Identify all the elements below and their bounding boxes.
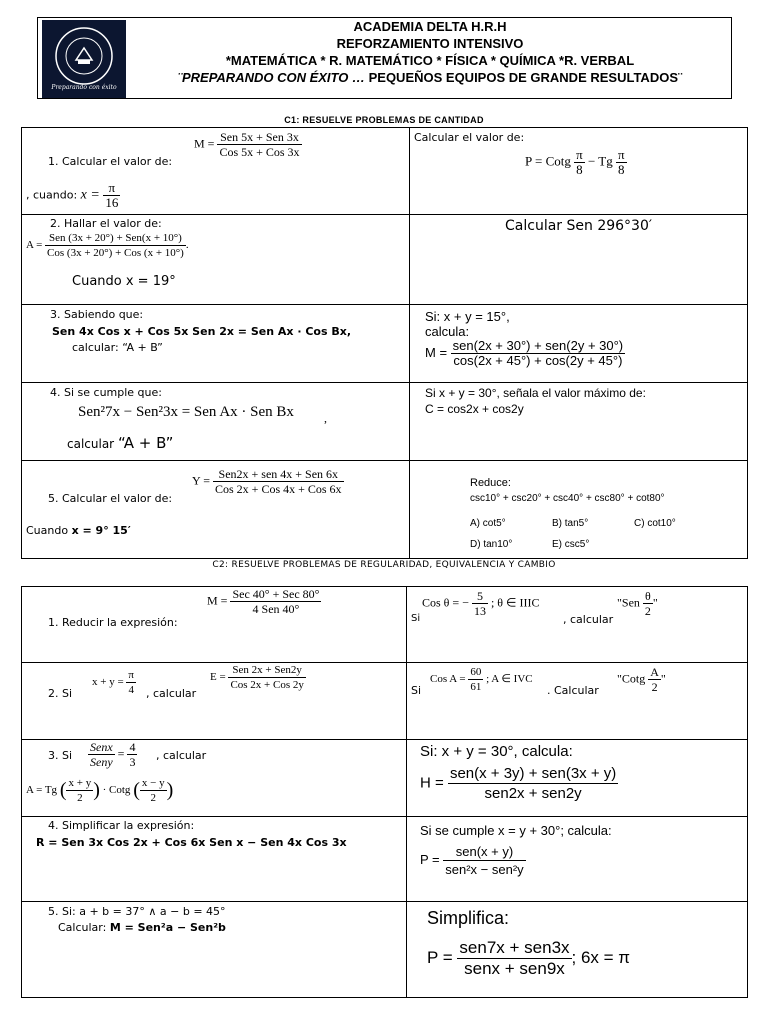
c2-p5-label: 5. Si: a + b = 37° ∧ a − b = 45° [48, 905, 226, 918]
fraction [468, 665, 483, 694]
c2-p1b-si: Si [411, 613, 421, 624]
table-row [22, 902, 748, 998]
c2-p2-label: 2. Si [48, 687, 73, 700]
formula-lhs: M = [207, 593, 228, 608]
cond-text: x + y = [92, 676, 124, 689]
c1-p4-ask [67, 434, 173, 452]
paren-right-icon: ) [166, 779, 174, 801]
table-row [22, 461, 748, 559]
c2-p5b-l1: Simplifica: [427, 908, 510, 928]
fraction-den: sen²x − sen²y [445, 862, 524, 877]
ask-eq: M = Sen²a − Sen²b [109, 921, 226, 934]
fraction-num: sen7x + sen3x [459, 938, 570, 957]
fraction-num: x − y [141, 777, 165, 789]
c1-p4-cell [22, 383, 410, 461]
formula-lhs: A = Tg [26, 784, 58, 797]
c1-p1-cell [22, 128, 410, 215]
c1-p4b-l1: Si x + y = 30°, señala el valor máximo de: [425, 386, 646, 400]
fraction-num: 4 [129, 740, 136, 754]
subjects-line: *MATEMÁTICA * R. MATEMÁTICO * FÍSICA * QUÍMICA *R. VERBAL [225, 53, 635, 68]
fraction [457, 938, 571, 979]
academy-name: ACADEMIA DELTA H.R.H [353, 19, 507, 34]
c2-p2b-si: Si [411, 684, 422, 697]
fraction [574, 148, 585, 177]
c2-p1b-ask: , calcular [563, 613, 614, 626]
c2-p2b-cell [407, 663, 748, 740]
table-row [22, 817, 748, 902]
fraction [616, 148, 627, 177]
fraction-num: π [576, 147, 583, 162]
fraction-num: Senx [90, 740, 113, 754]
fraction-den: sen2x + sen2y [484, 785, 582, 802]
formula-minus: − Tg [587, 153, 613, 169]
c1-p2b-text: Calcular Sen 296°30′ [505, 218, 653, 234]
fraction-num: A [650, 665, 659, 679]
c2-p5-ask [58, 921, 226, 934]
paren-right-icon: ) [93, 779, 100, 801]
c2-p4b-formula [420, 843, 526, 878]
c1-p5b-opt-a: A) cot5° [470, 518, 506, 529]
fraction-num: Sen 2x + Sen2y [228, 663, 305, 678]
table-row [22, 383, 748, 461]
fraction-num: Sen 5x + Sen 3x [217, 130, 301, 145]
ask-quote: “A + B” [117, 434, 174, 452]
fraction-den: Cos 2x + Cos 2y [230, 679, 304, 691]
c2-p4-label: 4. Simplificar la expresión: [48, 819, 195, 832]
table-row [22, 740, 748, 817]
c2-p4b-l1: Si se cumple x = y + 30°; calcula: [420, 823, 612, 838]
fraction-den: cos(2x + 45°) + cos(2y + 45°) [453, 353, 623, 368]
formula-lhs: P = Cotg [525, 153, 571, 169]
fraction-den: 13 [473, 604, 486, 618]
c2-p2-cond [92, 668, 136, 697]
formula-dot: . [185, 239, 189, 252]
fraction-den: 8 [618, 162, 625, 177]
slogan-line [130, 69, 730, 86]
c1-p5b-opt-e: E) csc5° [552, 539, 590, 550]
c1-p2b-cell [410, 215, 748, 305]
c2-p1b-formula [422, 589, 540, 618]
c1-p2-cell [22, 215, 410, 305]
q-text: "Sen [617, 595, 640, 610]
fraction [472, 589, 488, 618]
c2-p1-label: 1. Reducir la expresión: [48, 616, 178, 629]
c2-p2b-formula [430, 665, 533, 694]
fraction [451, 339, 625, 368]
fraction-den: 4 [128, 684, 134, 696]
c1-p1-formula [194, 130, 302, 159]
c1-p5b-opt-d: D) tan10° [470, 539, 513, 550]
fraction-den: senx + sen9x [464, 959, 565, 978]
table-row [22, 215, 748, 305]
c1-p5-formula [192, 467, 344, 496]
fraction-num: Sen2x + sen 4x + Sen 6x [213, 467, 344, 482]
fraction-den: 2 [644, 604, 651, 618]
c2-p4-eq: R = Sen 3x Cos 2x + Cos 6x Sen x − Sen 4x Cos 3x [36, 836, 347, 849]
section-c1-title: C1: RESUELVE PROBLEMAS DE CANTIDAD [284, 115, 484, 125]
c1-p1b-formula [525, 148, 627, 177]
c2-p3b-formula [420, 764, 618, 803]
formula-lhs: M = [194, 136, 215, 151]
q-text: "Cotg [617, 671, 646, 686]
fraction-den: 2 [77, 792, 83, 804]
fraction-num: 5 [472, 589, 488, 604]
c1-p3b-l2: calcula: [425, 324, 470, 339]
fraction [443, 843, 525, 878]
fraction-num: sen(2x + 30°) + sen(2y + 30°) [452, 338, 624, 353]
section-c2-title: C2: RESUELVE PROBLEMAS DE REGULARIDAD, EQUIVALENCIA Y CAMBIO [212, 560, 556, 570]
c1-p1b-cell [410, 128, 748, 215]
fraction [643, 589, 653, 618]
c2-p3-ask: , calcular [156, 749, 207, 762]
fraction-num: 60 [470, 666, 482, 678]
c1-p3-eq: Sen 4x Cos x + Cos 5x Sen 2x = Sen Ax · Cos Bx, [52, 325, 352, 338]
c2-p2-cell [22, 663, 407, 740]
c1-p5-cell [22, 461, 410, 559]
formula-lhs: Cos θ = − [422, 595, 469, 610]
fraction [127, 740, 137, 769]
c1-p3-cell [22, 305, 410, 383]
ask-text: calcular [67, 437, 118, 451]
c2-p5b-formula [427, 938, 630, 979]
c1-p5b-opt-b: B) tan5° [552, 518, 589, 529]
c2-p3-cell [22, 740, 407, 817]
x-eq: x = [80, 187, 100, 203]
c2-p4b-cell [407, 817, 748, 902]
c1-p2-label: 2. Hallar el valor de: [50, 217, 162, 230]
q-end: " [652, 595, 658, 610]
c2-p3b-cell [407, 740, 748, 817]
fraction-den: Cos 2x + Cos 4x + Cos 6x [215, 482, 342, 496]
c1-table [21, 127, 748, 559]
c2-p2-ask: , calcular [146, 687, 197, 700]
c1-p3b-l1: Si: x + y = 15°, [425, 309, 510, 324]
c2-table [21, 586, 748, 998]
formula-tail: ; 6x = π [571, 947, 631, 967]
fraction-num: θ [643, 589, 653, 604]
c1-p5b-l1: Reduce: [470, 477, 511, 489]
fraction-den: 3 [129, 755, 136, 769]
c1-p3b-formula [425, 339, 625, 368]
fraction [217, 130, 301, 159]
formula-lhs: P = [427, 947, 453, 967]
c2-p5-cell [22, 902, 407, 998]
c2-p4-cell [22, 817, 407, 902]
paren-left-icon: ( [59, 779, 67, 801]
formula-lhs: P = [420, 851, 440, 867]
fraction-den: 2 [150, 792, 156, 804]
cond-value: x = 9° 15′ [71, 524, 131, 537]
ask-text: Calcular: [58, 921, 107, 934]
table-row [22, 128, 748, 215]
fraction [126, 668, 136, 697]
c1-p5-cond [26, 524, 131, 537]
c2-p1b-cell [407, 587, 748, 663]
c1-p2-cond: Cuando x = 19° [72, 274, 176, 289]
fraction [103, 181, 120, 210]
fraction-num: Sec 40° + Sec 80° [232, 587, 320, 601]
fraction-num: π [103, 181, 120, 196]
c2-p1-formula [207, 587, 321, 616]
fraction-num: Sen (3x + 20°) + Sen(x + 10°) [45, 231, 186, 246]
c1-p2-formula [26, 231, 189, 260]
c2-p1-cell [22, 587, 407, 663]
fraction [88, 740, 115, 769]
program-name: REFORZAMIENTO INTENSIVO [336, 36, 524, 51]
academy-logo [42, 20, 126, 98]
c1-p3-label: 3. Sabiendo que: [50, 308, 144, 321]
formula-lhs: A = [26, 239, 43, 252]
cond-text: , cuando: [26, 188, 78, 202]
fraction [230, 587, 321, 616]
table-row [22, 305, 748, 383]
c1-p5b-cell [410, 461, 748, 559]
table-row [22, 663, 748, 740]
c1-p5b-l2: csc10° + csc20° + csc40° + csc80° + cot80° [470, 493, 665, 504]
q-end: " [660, 671, 666, 686]
c1-p5b-opt-c: C) cot10° [634, 518, 676, 529]
c2-p2-formula [210, 663, 306, 692]
logo-motto: Preparando con éxito [51, 84, 117, 91]
fraction-den: 16 [105, 195, 119, 210]
c1-p1-label: 1. Calcular el valor de: [48, 155, 173, 168]
c1-p3-ask: calcular: “A + B” [72, 341, 163, 354]
fraction-num: sen(x + 3y) + sen(3x + y) [449, 765, 617, 782]
formula-lhs: E = [210, 671, 226, 684]
formula-mid: · Cotg [102, 784, 131, 797]
c1-p5-label: 5. Calcular el valor de: [48, 492, 173, 505]
cond-text: Cuando [26, 524, 72, 537]
c2-p2b-q [617, 665, 666, 694]
fraction-num: sen(x + y) [443, 843, 525, 861]
c1-p4b-l2: C = cos2x + cos2y [425, 402, 524, 416]
fraction-num: π [128, 669, 134, 681]
fraction [45, 231, 186, 260]
fraction [213, 467, 344, 496]
formula-lhs: H = [420, 774, 444, 792]
slogan-rest: PEQUEÑOS EQUIPOS DE GRANDE RESULTADOS¨ [364, 70, 683, 85]
c1-p4-label: 4. Si se cumple que: [50, 386, 162, 399]
fraction-den: Cos 5x + Cos 3x [219, 145, 300, 159]
fraction-num: x + y [68, 777, 92, 789]
c2-p3-ratio [88, 740, 137, 769]
fraction-den: 4 Sen 40° [252, 602, 300, 616]
fraction-den: Seny [90, 755, 113, 769]
fraction-den: 61 [470, 681, 482, 693]
fraction [66, 776, 93, 805]
c2-p1b-q [617, 589, 658, 618]
slogan-italic: ¨PREPARANDO CON ÉXITO … [177, 70, 365, 85]
c2-p3-label: 3. Si [48, 749, 73, 762]
c2-p3-formula [26, 776, 173, 805]
fraction-den: Cos (3x + 20°) + Cos (x + 10°) [47, 247, 184, 259]
formula-lhs: Cos A = [430, 673, 466, 686]
c2-p2b-ask: . Calcular [547, 684, 599, 697]
formula-cond: ; θ ∈ IIIC [490, 595, 540, 610]
formula-lhs: M = [425, 344, 448, 360]
eq-sign: = [117, 746, 125, 761]
c1-p4b-cell [410, 383, 748, 461]
c1-p1-cond [26, 181, 120, 210]
fraction [648, 665, 661, 694]
fraction-num: π [618, 147, 625, 162]
fraction-den: 2 [651, 680, 658, 694]
fraction [140, 776, 167, 805]
formula-cond: ; A ∈ IVC [486, 673, 533, 686]
fraction [228, 663, 305, 692]
c1-p4-eq: Sen²7x − Sen²3x = Sen Ax · Sen Bx [78, 404, 294, 420]
c2-p3b-l1: Si: x + y = 30°, calcula: [420, 743, 573, 760]
paren-left-icon: ( [133, 779, 140, 801]
fraction-den: 8 [576, 162, 583, 177]
c1-p3b-cell [410, 305, 748, 383]
c1-p4-comma: , [324, 411, 327, 425]
formula-lhs: Y = [192, 473, 210, 488]
c1-p1b-label: Calcular el valor de: [414, 131, 525, 144]
table-row [22, 587, 748, 663]
fraction [448, 764, 618, 803]
c2-p5b-cell [407, 902, 748, 998]
